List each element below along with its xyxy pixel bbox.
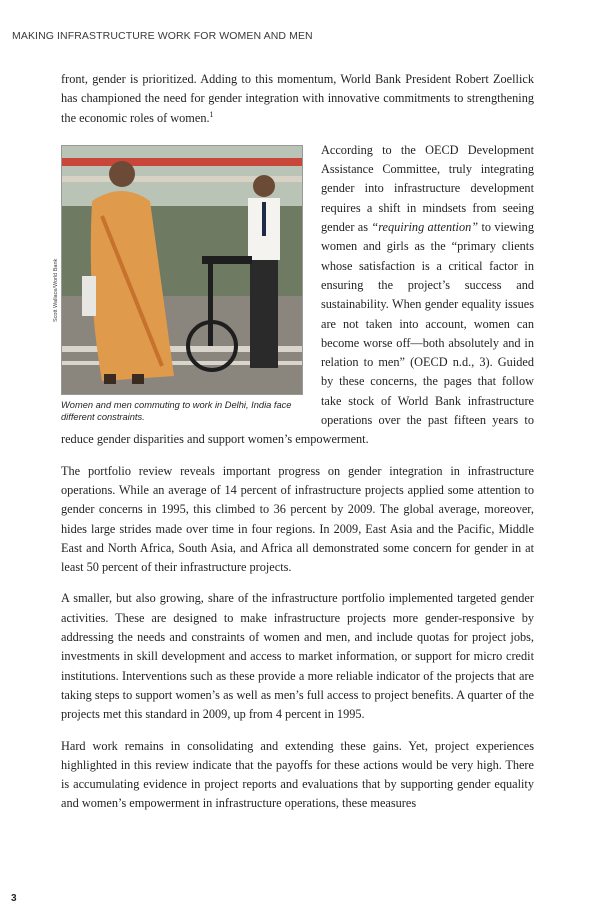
paragraph-3: The portfolio review reveals important progress on gender integration in infrastructure operations. While an average of 14 percent of infrastructure projects applied some attention to gender concerns in 1995, this climbed to 36 percent by 2009. The global average, moreover, hides large strides made over time in four regions. In 2009, East Asia and the Pacific, Middle East and North Africa, South Asia, and Africa all demonstrated some concern for gender in at least 50 percent of their infrastructure projects. [61, 463, 534, 575]
page-number: 3 [11, 893, 17, 904]
photo-illustration [62, 146, 302, 394]
page-body [53, 70, 534, 814]
paragraph-4: A smaller, but also growing, share of the infrastructure portfolio implemented targeted gender activities. These are designed to make infrastructure projects more gender-responsive by addressing the needs and constraints of women and men, and include quotas for project jobs, investments in skill development and access to market information, or support for micro credit institutions. Interventions such as these provide a more reliable indicator of the projects that are taking steps to support women’s as well as men’s full access to project benefits. A quarter of the projects met this standard in 2009, up from 4 percent in 1995. [61, 591, 534, 722]
figure-caption: Women and men commuting to work in Delhi, India face different constraints. [61, 399, 292, 422]
photo-commuters [53, 145, 303, 395]
footnote-marker: 1 [209, 109, 214, 119]
paragraph-1-text: front, gender is prioritized. Adding to this momentum, World Bank President Robert Zoellick has championed the need for gender integration with innovative commitments to strengthening the economic roles of women. [61, 72, 534, 125]
paragraph-2-text-a: According to the OECD Development Assistance Committee, truly integrating gender into infrastructure development requires a shift in mindsets from seeing gender as [321, 142, 534, 235]
paragraph-2-text-b: to viewing women and girls as the “primary clients whose satisfaction is a critical factor in ensuring the project’s success and sustainability. When gender equality issues are not taken into account, women can become worse off—both absolutely and in relation to men” (OECD n.d., 3). Guided by these concerns, the pages that follow take stock of World Bank infrastructure operations over the past fifteen years to reduce gender disparities and support women’s empowerment. [61, 220, 534, 447]
photo-credit: Scott Wallace/World Bank [53, 258, 59, 322]
figure [53, 145, 307, 423]
paragraph-2-emphasis: “requiring attention” [371, 220, 479, 235]
paragraph-5: Hard work remains in consolidating and extending these gains. Yet, project experiences highlighted in this review indicate that the payoffs for these actions would be very high. There is accumulating evidence in project reports and evaluations that by supporting gender equality and women’s empowerment in infrastructure operations, these measures [61, 738, 534, 811]
running-header: MAKING INFRASTRUCTURE WORK FOR WOMEN AND MEN [12, 30, 313, 42]
paragraph-1 [61, 70, 534, 128]
